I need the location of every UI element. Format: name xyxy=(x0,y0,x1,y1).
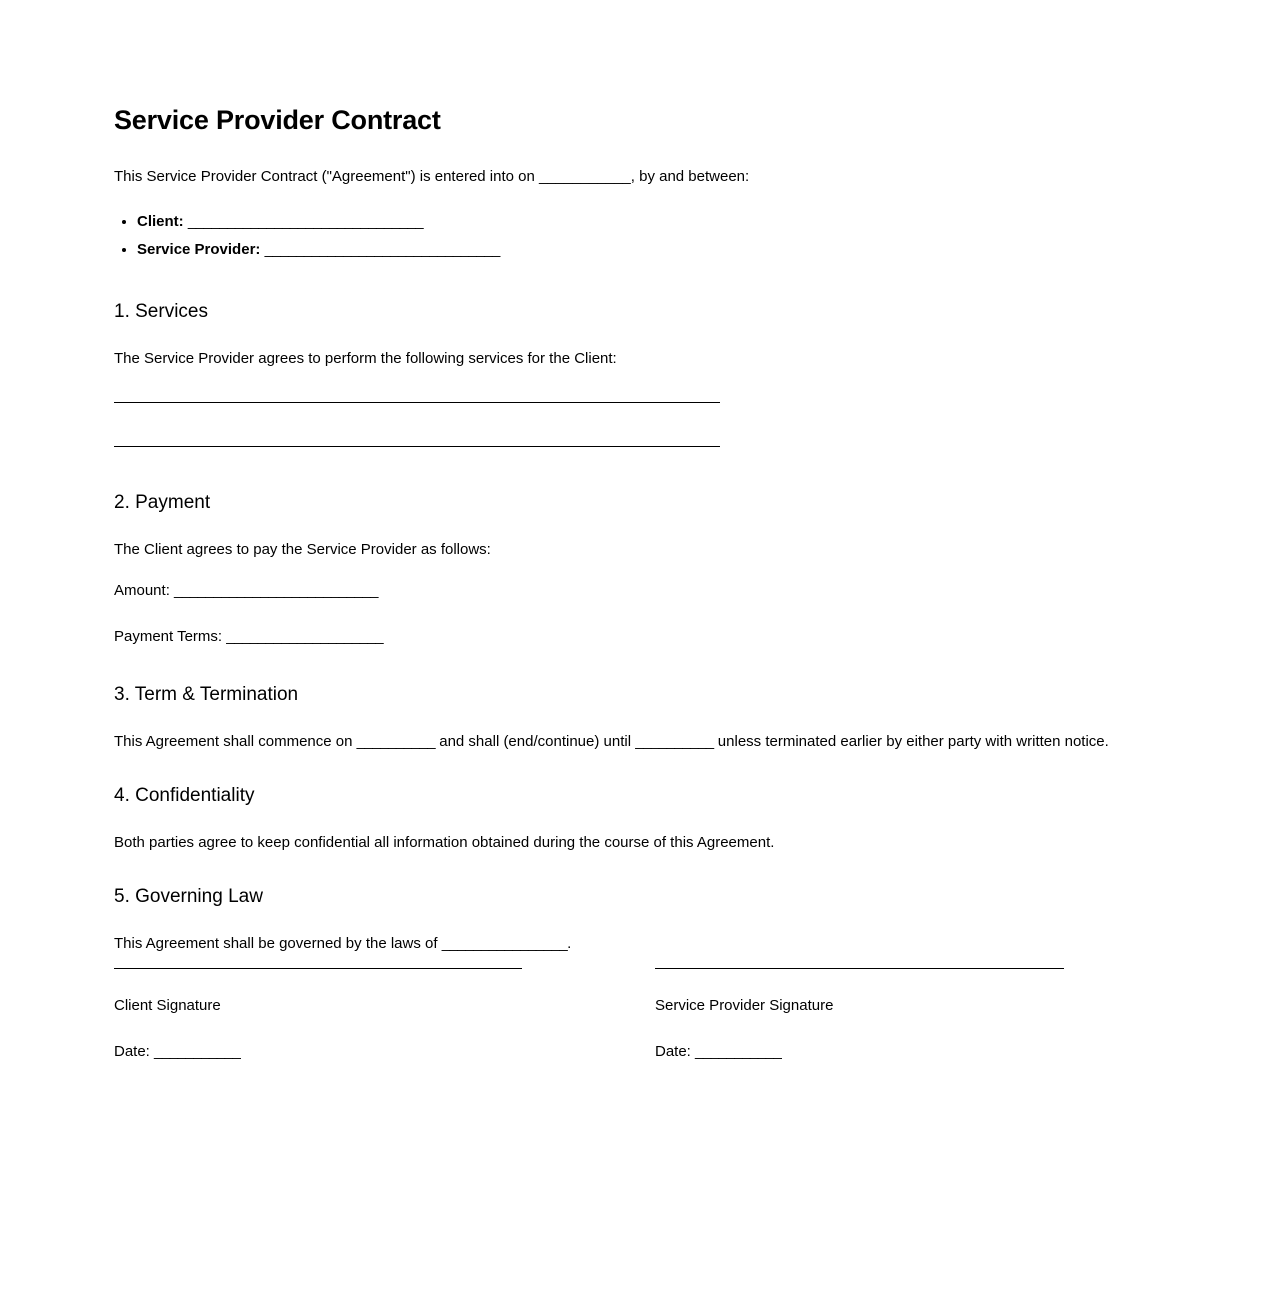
governing-law-jurisdiction-blank[interactable]: ________________ xyxy=(441,935,568,953)
section-payment xyxy=(114,491,1136,650)
section-services xyxy=(114,300,1136,447)
term-text-2: and shall (end/continue) until xyxy=(435,733,636,751)
payment-amount-label: Amount: xyxy=(114,582,175,600)
term-text-3: unless terminated earlier by either party with written notice. xyxy=(713,733,1109,751)
payment-amount-blank[interactable]: __________________________ xyxy=(174,582,378,600)
section-heading-governing-law: 5. Governing Law xyxy=(114,886,263,908)
intro-text-before: This Service Provider Contract ("Agreement") is entered into on xyxy=(114,168,539,186)
client-signature-line[interactable] xyxy=(114,968,522,969)
signature-column-service-provider xyxy=(655,968,1136,1063)
governing-law-text-1: This Agreement shall be governed by the laws of xyxy=(114,935,442,953)
signature-row xyxy=(114,968,1136,1063)
page-title: Service Provider Contract xyxy=(114,105,441,135)
service-provider-signature-line[interactable] xyxy=(655,968,1064,969)
signature-block xyxy=(114,968,1136,1063)
client-signature-label: Client Signature xyxy=(114,997,221,1014)
section-confidentiality xyxy=(114,784,1136,856)
section-term-termination xyxy=(114,683,1136,755)
confidentiality-body-text: Both parties agree to keep confidential all information obtained during the course of this Agreement. xyxy=(114,834,775,852)
signature-column-client xyxy=(114,968,655,1063)
term-start-date-blank[interactable]: __________ xyxy=(356,733,436,751)
parties-list xyxy=(114,208,1136,264)
service-provider-date-blank[interactable]: ___________ xyxy=(695,1043,782,1060)
service-provider-name-blank[interactable]: ______________________________ xyxy=(264,241,500,259)
service-provider-date-field xyxy=(655,1041,1136,1063)
term-end-date-blank[interactable]: __________ xyxy=(635,733,714,751)
list-item-service-provider xyxy=(137,236,1136,264)
term-termination-body-text xyxy=(114,729,1136,755)
payment-amount-field xyxy=(114,578,1136,604)
list-item-client xyxy=(137,208,1136,236)
section-governing-law xyxy=(114,885,1136,957)
intro-date-blank[interactable]: ___________ xyxy=(539,168,631,186)
client-name-blank[interactable]: ______________________________ xyxy=(187,213,424,231)
services-body-text: The Service Provider agrees to perform the following services for the Client: xyxy=(114,350,617,368)
service-provider-date-label: Date: xyxy=(655,1043,696,1060)
payment-body-text: The Client agrees to pay the Service Provider as follows: xyxy=(114,541,491,559)
intro-paragraph xyxy=(114,164,1136,190)
service-provider-label: Service Provider: xyxy=(137,241,261,259)
client-date-field xyxy=(114,1041,655,1063)
payment-terms-field xyxy=(114,624,1136,650)
section-heading-term-termination: 3. Term & Termination xyxy=(114,684,299,706)
section-heading-services: 1. Services xyxy=(114,301,208,323)
services-write-in-line-2[interactable] xyxy=(114,446,720,447)
section-heading-payment: 2. Payment xyxy=(114,492,211,514)
client-date-label: Date: xyxy=(114,1043,155,1060)
payment-terms-label: Payment Terms: xyxy=(114,628,227,646)
intro-text-after: , by and between: xyxy=(630,168,750,186)
payment-terms-blank[interactable]: ____________________ xyxy=(226,628,384,646)
services-write-in-line-1[interactable] xyxy=(114,402,720,403)
client-date-blank[interactable]: ___________ xyxy=(154,1043,241,1060)
term-text-1: This Agreement shall commence on xyxy=(114,733,357,751)
governing-law-body-text xyxy=(114,931,1136,957)
section-heading-confidentiality: 4. Confidentiality xyxy=(114,785,255,807)
service-provider-signature-label: Service Provider Signature xyxy=(655,997,834,1014)
client-label: Client: xyxy=(137,213,184,231)
governing-law-text-2: . xyxy=(567,935,572,953)
